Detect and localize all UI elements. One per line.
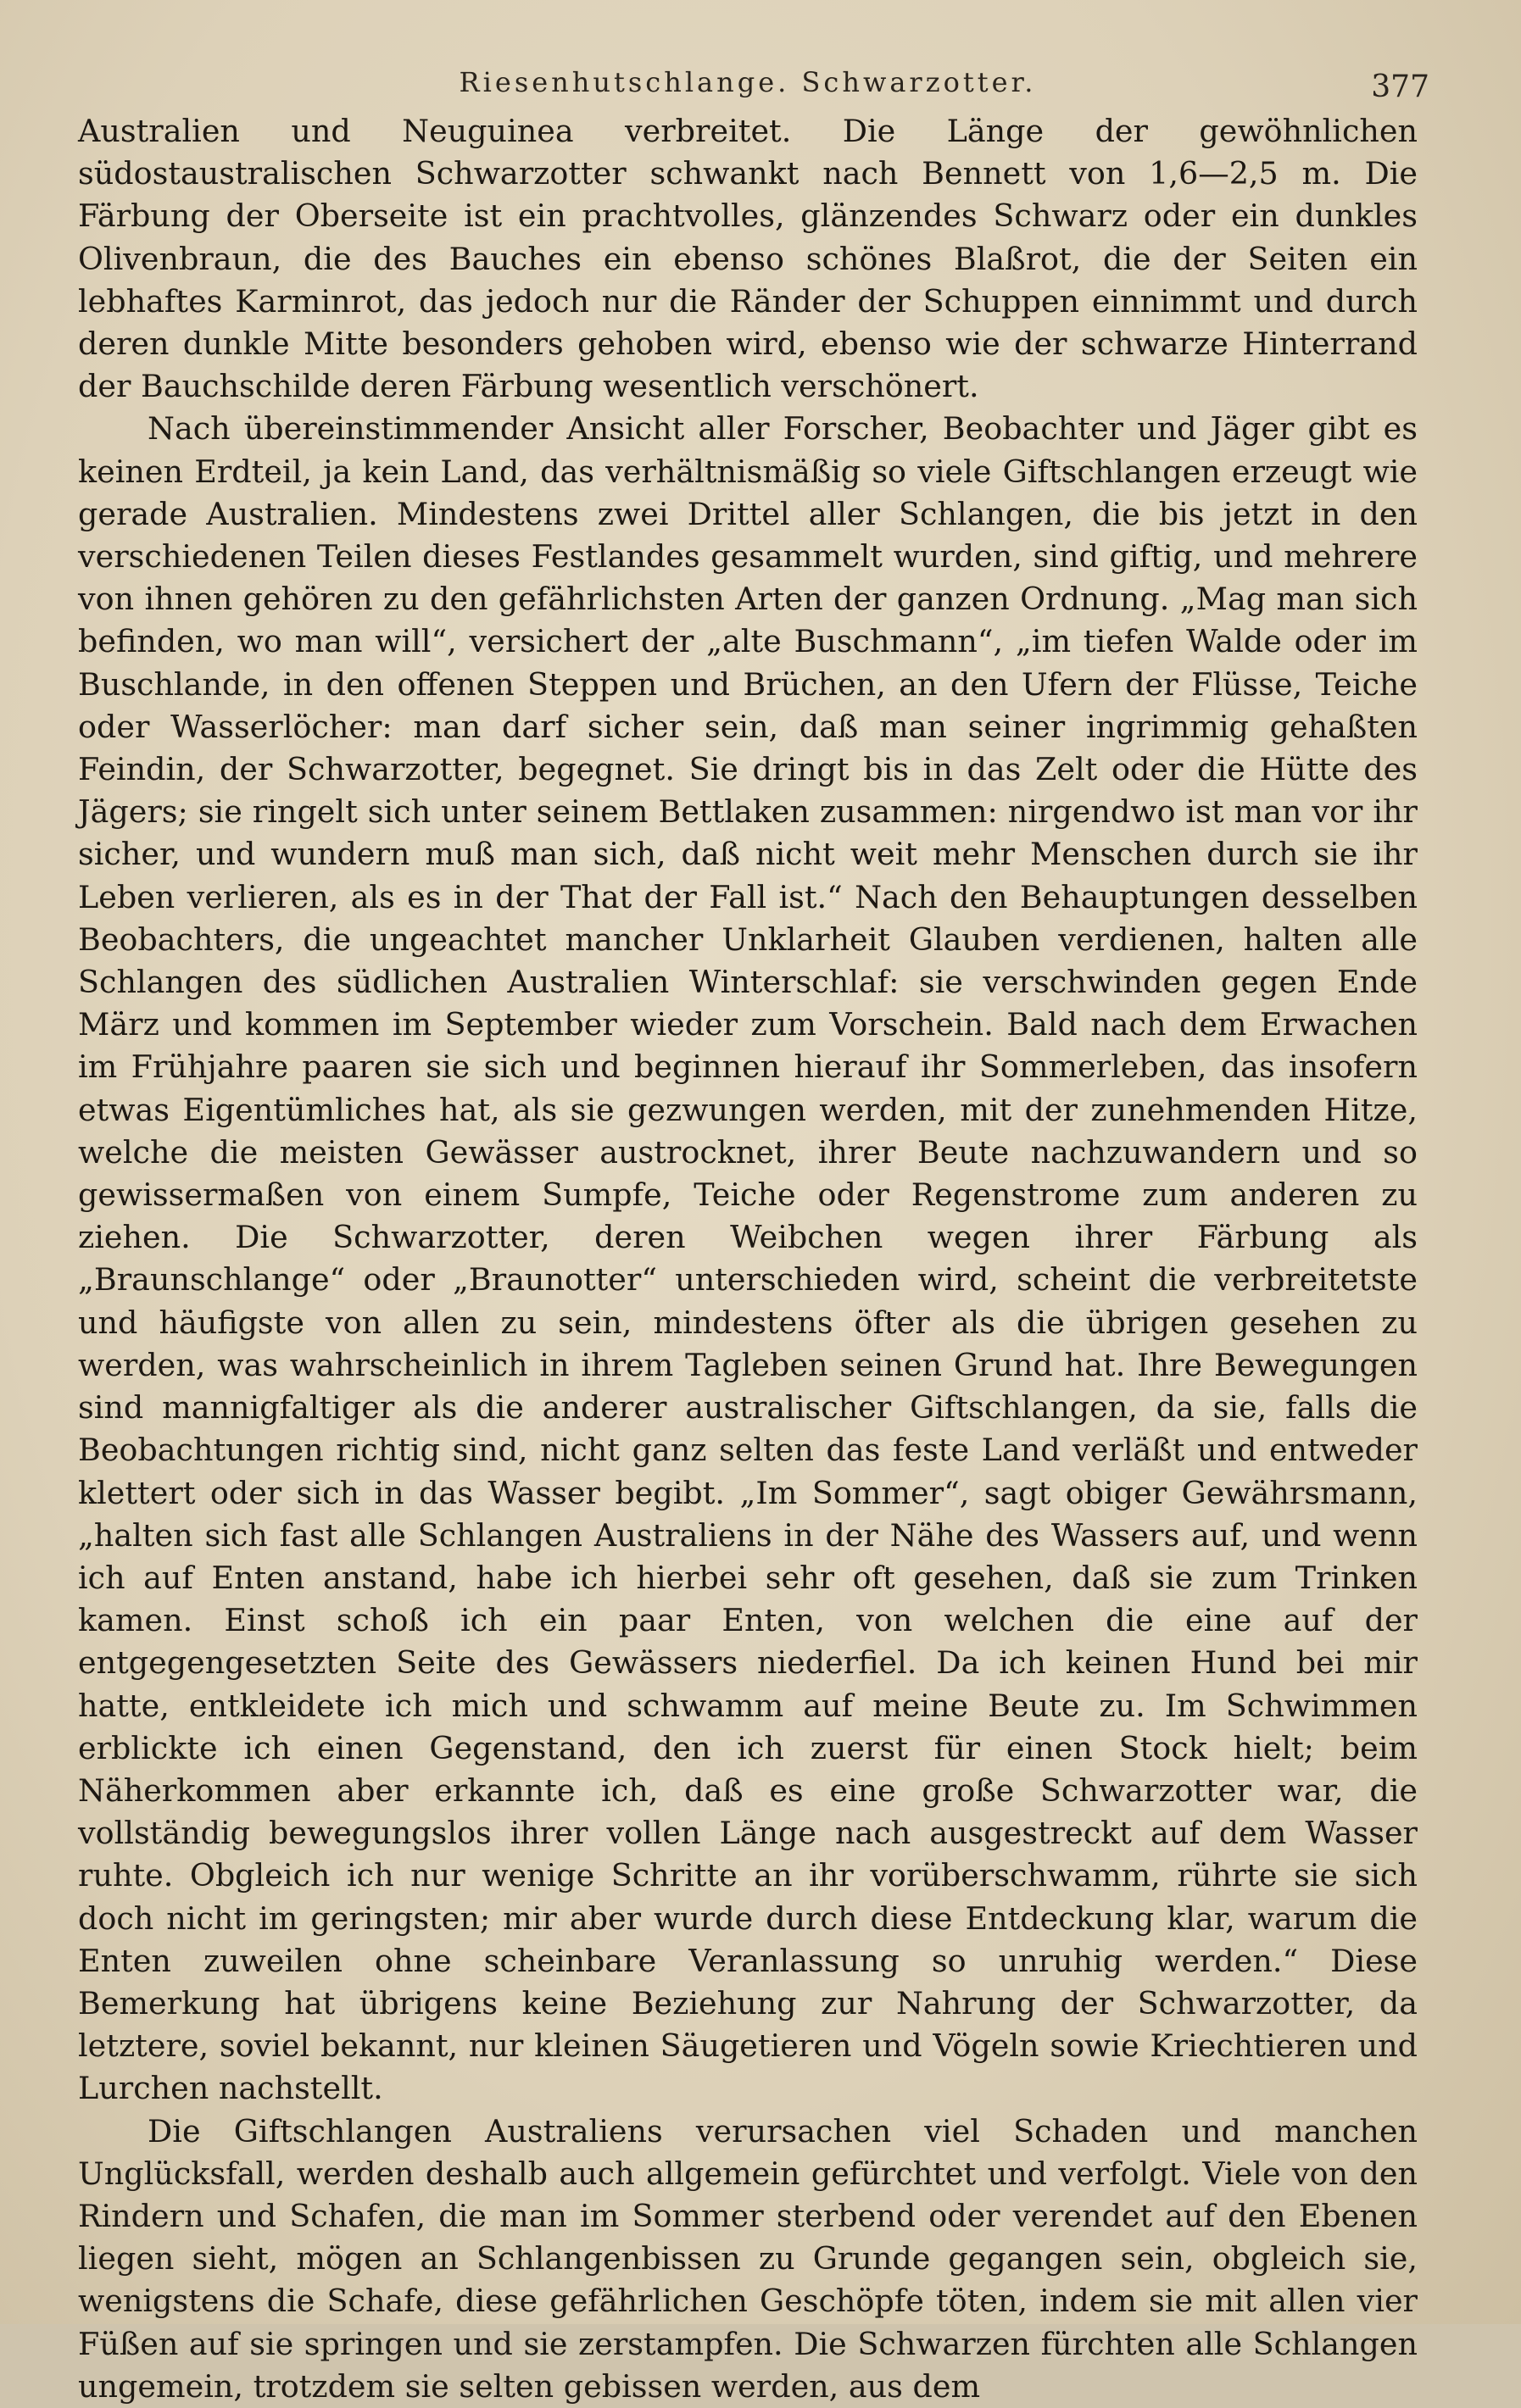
paragraph: Australien und Neuguinea verbreitet. Die Länge der gewöhnlichen südostaustralischen Schwarzotter schwankt nach Bennett von 1,6—2,5 m. Die Färbung der Oberseite ist ein prachtvolles, glänzendes Schwarz oder ein dunkles Olivenbraun, die des Bauches ein ebenso schönes Blaßrot, die der Seiten ein lebhaftes Karminrot, das jedoch nur die Ränder der Schuppen einnimmt und durch deren dunkle Mitte besonders gehoben wird, ebenso wie der schwarze Hinterrand der Bauchschilde deren Färbung wesentlich verschönert. (78, 113, 1418, 405)
running-head-title: Riesenhutschlange. Schwarzotter. (459, 66, 1037, 98)
body-text (78, 110, 1418, 2408)
running-head (78, 61, 1429, 112)
paragraph: Die Giftschlangen Australiens verursachen viel Schaden und manchen Unglücksfall, werden deshalb auch allgemein gefürchtet und verfolgt. Viele von den Rindern und Schafen, die man im Sommer sterbend oder verendet auf den Ebenen liegen sieht, mögen an Schlangenbissen zu Grunde gegangen sein, obgleich sie, wenigstens die Schafe, diese gefährlichen Geschöpfe töten, indem sie mit allen vier Füßen auf sie springen und sie zerstampfen. Die Schwarzen fürchten alle Schlangen ungemein, trotzdem sie selten gebissen werden, aus dem (78, 2112, 1418, 2405)
page-number: 377 (1371, 70, 1429, 104)
paragraph: Nach übereinstimmender Ansicht aller Forscher, Beobachter und Jäger gibt es keinen Erdteil, ja kein Land, das verhältnismäßig so viele Giftschlangen erzeugt wie gerade Australien. Mindestens zwei Drittel aller Schlangen, die bis jetzt in den verschiedenen Teilen dieses Festlandes gesammelt wurden, sind giftig, und mehrere von ihnen gehören zu den gefährlichsten Arten der ganzen Ordnung. „Mag man sich befinden, wo man will“, versichert der „alte Buschmann“, „im tiefen Walde oder im Buschlande, in den offenen Steppen und Brüchen, an den Ufern der Flüsse, Teiche oder Wasserlöcher: man darf sicher sein, daß man seiner ingrimmig gehaßten Feindin, der Schwarzotter, begegnet. Sie dringt bis in das Zelt oder die Hütte des Jägers; sie ringelt sich unter seinem Bettlaken zusammen: nirgendwo ist man vor ihr sicher, und wundern muß man sich, daß nicht weit mehr Menschen durch sie ihr Leben verlieren, als es in der That der Fall ist.“ Nach den Behauptungen desselben Beobachters, die ungeachtet mancher Unklarheit Glauben verdienen, halten alle Schlangen des südlichen Australien Winterschlaf: sie verschwinden gegen Ende März und kommen im September wieder zum Vorschein. Bald nach dem Erwachen im Frühjahre paaren sie sich und beginnen hierauf ihr Sommerleben, das insofern etwas Eigentümliches hat, als sie gezwungen werden, mit der zunehmenden Hitze, welche die meisten Gewässer austrocknet, ihrer Beute nachzuwandern und so gewissermaßen von einem Sumpfe, Teiche oder Regenstrome zum anderen zu ziehen. Die Schwarzotter, deren Weibchen wegen ihrer Färbung als „Braunschlange“ oder „Braunotter“ unterschieden wird, scheint die verbreitetste und häufigste von allen zu sein, mindestens öfter als die übrigen gesehen zu werden, was wahrscheinlich in ihrem Tagleben seinen Grund hat. Ihre Bewegungen sind mannigfaltiger als die anderer australischer Giftschlangen, da sie, falls die Beobachtungen richtig sind, nicht ganz selten das feste Land verläßt und entweder klettert oder sich in das Wasser begibt. „Im Sommer“, sagt obiger Gewährsmann, „halten sich fast alle Schlangen Australiens in der Nähe des Wassers auf, und wenn ich auf Enten anstand, habe ich hierbei sehr oft gesehen, daß sie zum Trinken kamen. Einst schoß ich ein paar Enten, von welchen die eine auf der entgegengesetzten Seite des Gewässers niederfiel. Da ich keinen Hund bei mir hatte, entkleidete ich mich und schwamm auf meine Beute zu. Im Schwimmen erblickte ich einen Gegenstand, den ich zuerst für einen Stock hielt; beim Näherkommen aber erkannte ich, daß es eine große Schwarzotter war, die vollständig bewegungslos ihrer vollen Länge nach ausgestreckt auf dem Wasser ruhte. Obgleich ich nur wenige Schritte an ihr vorüberschwamm, rührte sie sich doch nicht im geringsten; mir aber wurde durch diese Entdeckung klar, warum die Enten zuweilen ohne scheinbare Veranlassung so unruhig werden.“ Diese Bemerkung hat übrigens keine Beziehung zur Nahrung der Schwarzotter, da letztere, soviel bekannt, nur kleinen Säugetieren und Vögeln sowie Kriechtieren und Lurchen nachstellt. (78, 410, 1418, 2107)
